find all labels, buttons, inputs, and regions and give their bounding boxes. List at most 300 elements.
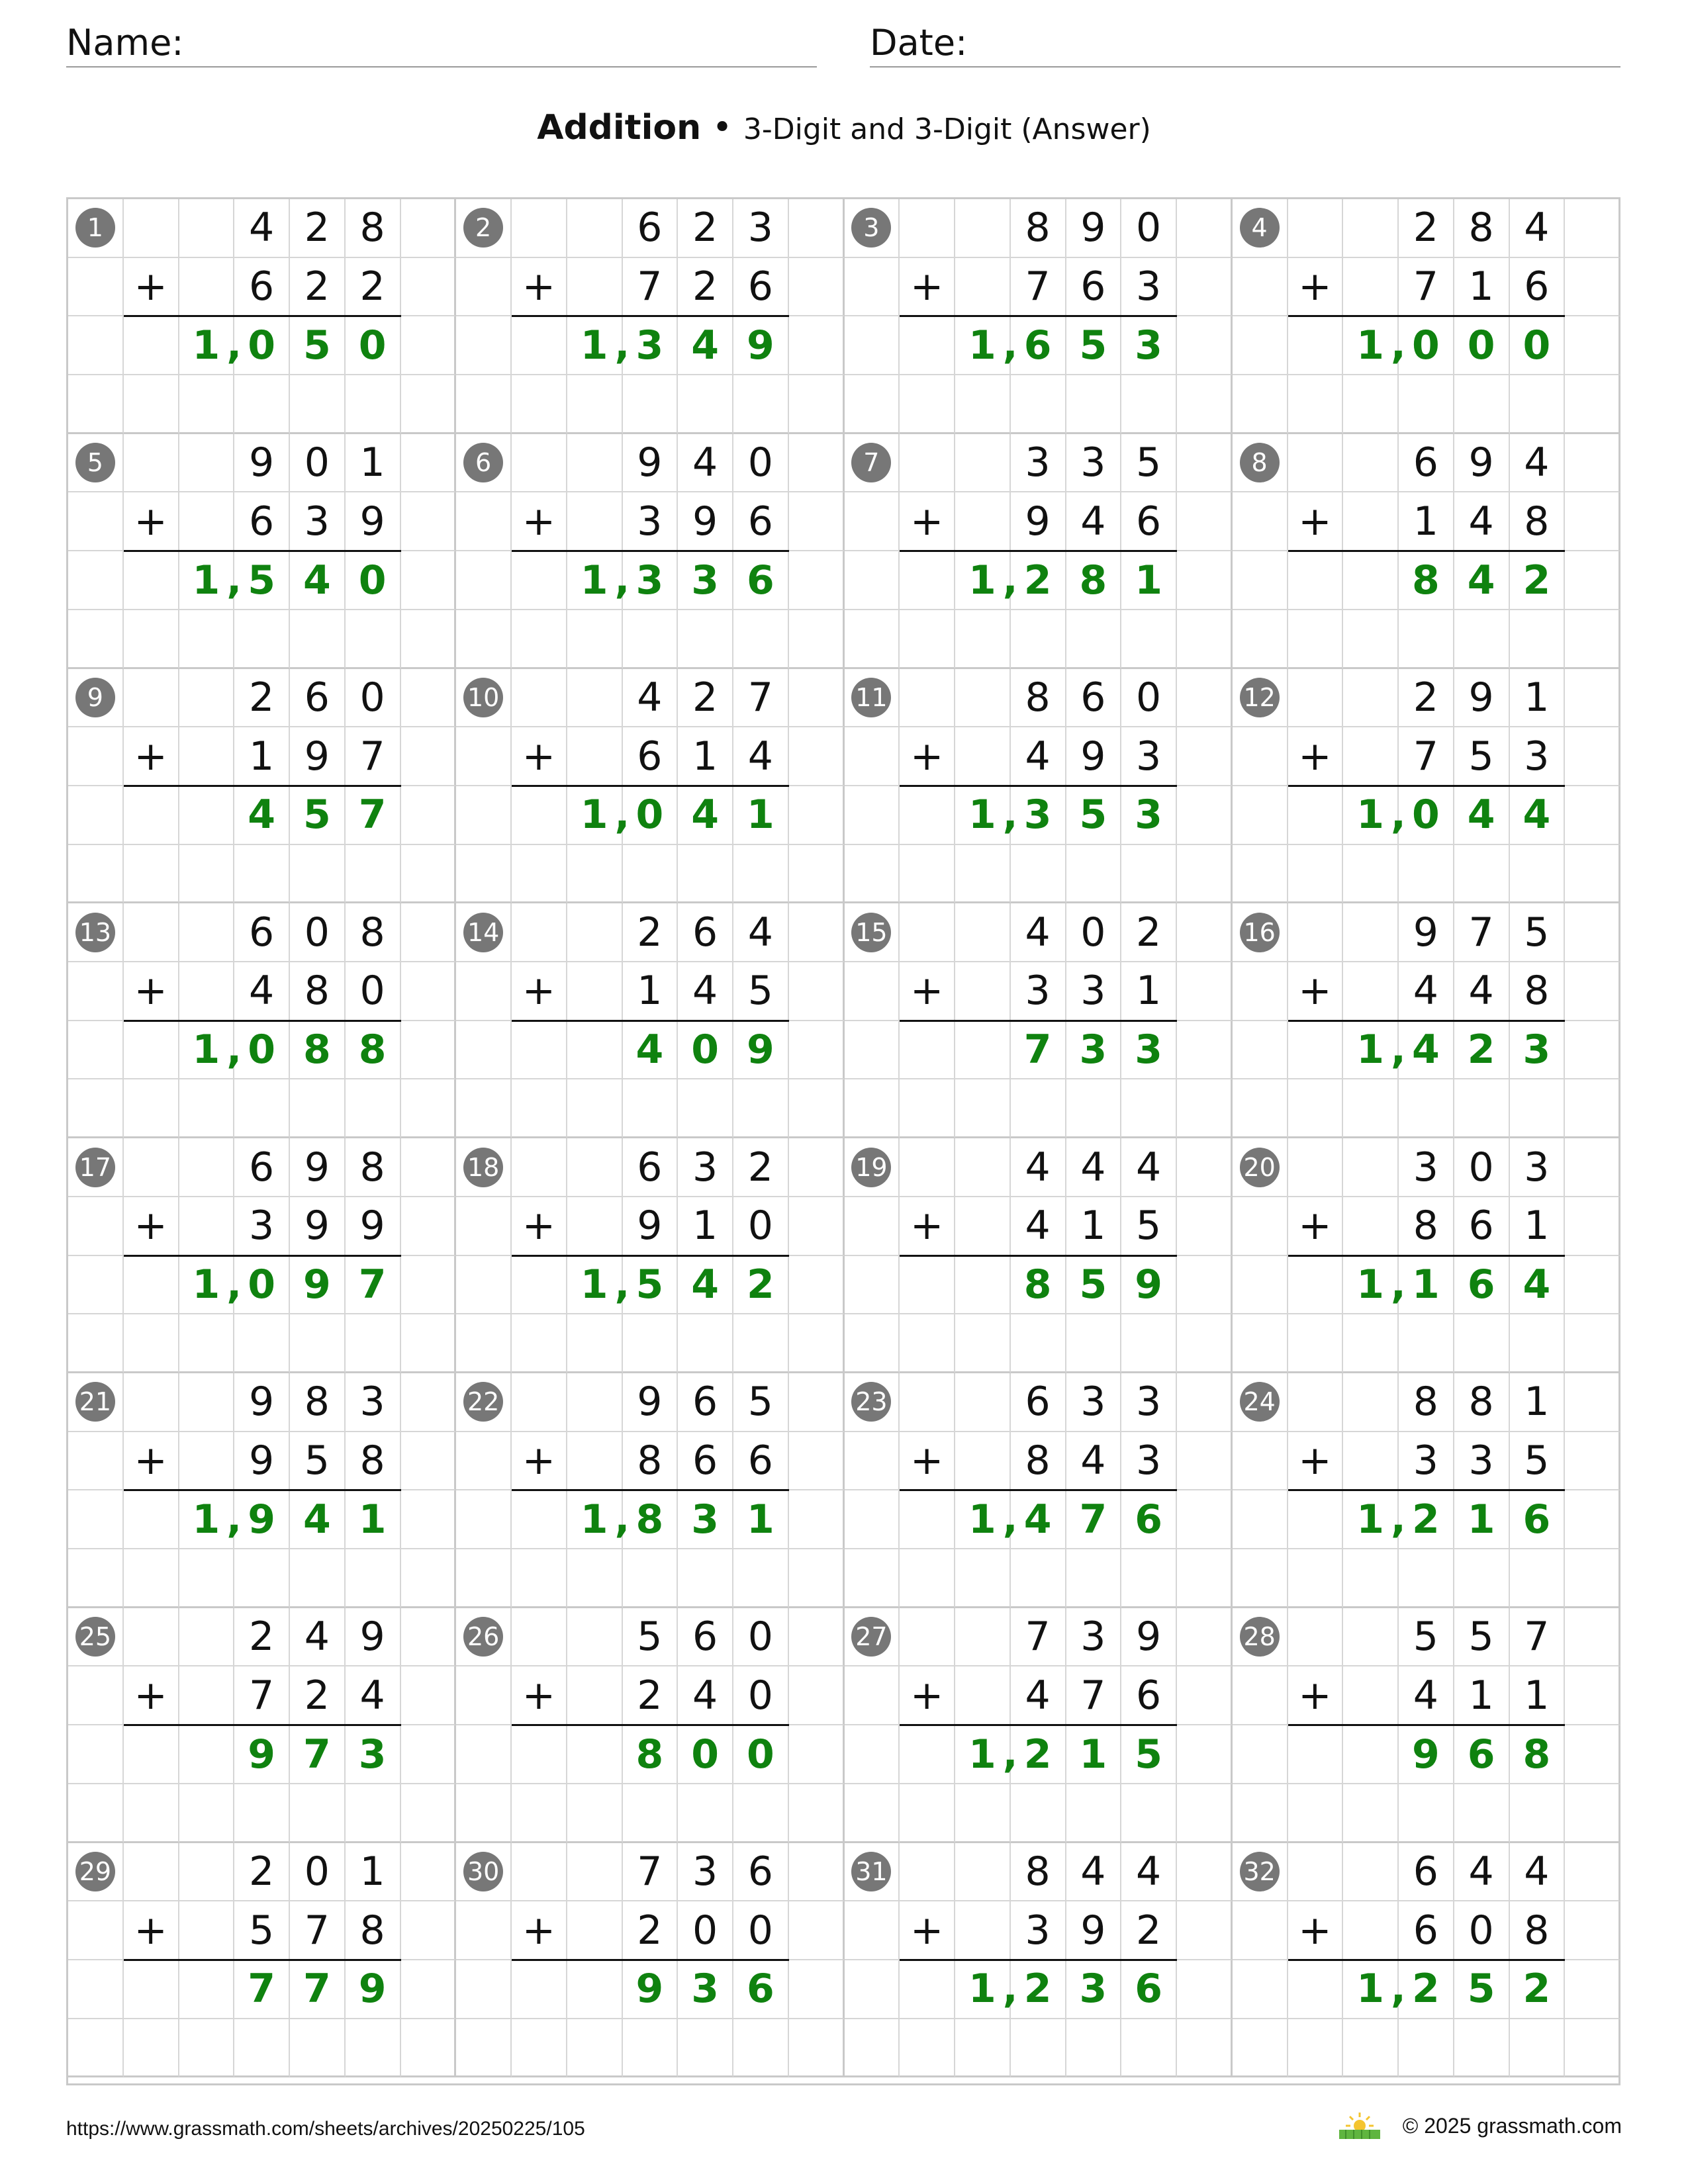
addend-top-digit: 9 xyxy=(637,439,663,486)
grid-cell xyxy=(789,2019,845,2078)
answer-digit: 9 xyxy=(1135,1261,1162,1308)
plus-operator: + xyxy=(1298,968,1332,1015)
grid-cell xyxy=(512,434,567,493)
grid-cell xyxy=(567,1079,623,1138)
grid-cell xyxy=(1011,1725,1066,1784)
grid-cell xyxy=(845,845,900,904)
grid-cell xyxy=(623,786,679,845)
grid-cell xyxy=(512,1666,567,1725)
grid-cell xyxy=(900,1666,955,1725)
grid-cell xyxy=(512,1843,567,1902)
grid-cell xyxy=(900,258,955,317)
grid-cell xyxy=(1510,199,1566,258)
grid-cell xyxy=(1565,551,1620,610)
grid-cell xyxy=(845,375,900,434)
grid-cell xyxy=(1399,610,1454,669)
addend-top-digit: 4 xyxy=(1080,1144,1106,1191)
grid-cell xyxy=(179,1314,235,1373)
grid-cell xyxy=(512,551,567,610)
grid-cell xyxy=(1399,1784,1454,1843)
grid-cell xyxy=(179,2019,235,2078)
grid-cell xyxy=(623,1432,679,1491)
addend-top-digit: 8 xyxy=(1468,205,1494,251)
grid-cell xyxy=(234,1608,290,1667)
grid-cell xyxy=(900,962,955,1021)
grid-cell xyxy=(845,199,900,258)
grid-cell xyxy=(623,375,679,434)
grid-cell xyxy=(845,903,900,962)
addend-top-digit: 7 xyxy=(747,674,773,721)
addend-bottom-digit: 3 xyxy=(1025,1907,1051,1954)
grid-cell xyxy=(678,434,733,493)
addend-top-digit: 6 xyxy=(692,1614,718,1661)
addend-bottom-digit: 0 xyxy=(359,968,385,1015)
grid-cell xyxy=(1399,1901,1454,1960)
grid-cell xyxy=(678,1960,733,2019)
grid-cell xyxy=(1343,1314,1399,1373)
grid-cell xyxy=(1066,962,1122,1021)
title-separator: • xyxy=(712,108,733,148)
grid-cell xyxy=(1454,316,1510,375)
grid-cell xyxy=(1565,669,1620,728)
grid-cell xyxy=(1288,1549,1344,1608)
grid-cell xyxy=(1454,1314,1510,1373)
addend-bottom-digit: 8 xyxy=(304,968,330,1015)
addend-bottom-digit: 7 xyxy=(304,1907,330,1954)
grid-cell xyxy=(234,258,290,317)
grid-cell xyxy=(845,1256,900,1315)
grid-cell xyxy=(1399,727,1454,786)
answer-comma: , xyxy=(226,1261,242,1308)
grid-cell xyxy=(900,1373,955,1432)
grid-cell xyxy=(1510,1079,1566,1138)
grid-cell xyxy=(512,258,567,317)
grid-cell xyxy=(124,551,179,610)
sum-line xyxy=(1288,1959,1566,1961)
problem-block xyxy=(1233,199,1620,434)
grid-cell xyxy=(1454,669,1510,728)
answer-comma: , xyxy=(1002,1965,1018,2012)
answer-comma: , xyxy=(1002,791,1018,838)
answer-digit: 7 xyxy=(248,1966,275,2013)
sum-line xyxy=(900,1255,1177,1257)
grid-cell xyxy=(1177,258,1233,317)
grid-cell xyxy=(1233,1666,1288,1725)
answer-digit: 5 xyxy=(303,792,331,839)
grid-cell xyxy=(512,1608,567,1667)
grid-cell xyxy=(900,1197,955,1256)
problem-block xyxy=(68,1843,456,2078)
grid-cell xyxy=(623,1725,679,1784)
answer-digit: 1 xyxy=(968,1496,996,1543)
grid-cell xyxy=(1177,1666,1233,1725)
answer-digit: 6 xyxy=(1467,1731,1495,1778)
grid-cell xyxy=(678,1490,733,1549)
addend-bottom-digit: 3 xyxy=(249,1203,275,1250)
grid-cell xyxy=(1510,1725,1566,1784)
addend-top-digit: 9 xyxy=(1468,674,1494,721)
addend-bottom-digit: 0 xyxy=(747,1907,773,1954)
grid-cell xyxy=(1066,1725,1122,1784)
addend-top-digit: 6 xyxy=(249,1144,275,1191)
grid-cell xyxy=(623,1549,679,1608)
grid-cell xyxy=(733,1138,789,1197)
addend-top-digit: 6 xyxy=(747,1848,773,1895)
grid-cell xyxy=(346,962,401,1021)
grid-cell xyxy=(1399,199,1454,258)
grid-cell xyxy=(845,551,900,610)
addend-bottom-digit: 8 xyxy=(1025,1437,1051,1484)
grid-cell xyxy=(401,551,457,610)
grid-cell xyxy=(346,1373,401,1432)
grid-cell xyxy=(1399,1666,1454,1725)
date-field-line[interactable] xyxy=(870,66,1620,68)
grid-cell xyxy=(1011,669,1066,728)
grid-cell xyxy=(1454,492,1510,551)
grid-cell xyxy=(1121,1666,1177,1725)
grid-cell xyxy=(623,1138,679,1197)
grid-cell xyxy=(290,316,346,375)
addend-top-digit: 2 xyxy=(692,674,718,721)
grid-cell xyxy=(789,1960,845,2019)
grid-cell xyxy=(845,1960,900,2019)
answer-digit: 0 xyxy=(635,792,664,839)
grid-cell xyxy=(789,727,845,786)
grid-cell xyxy=(124,845,179,904)
grid-cell xyxy=(1343,727,1399,786)
grid-cell xyxy=(567,1843,623,1902)
answer-digit: 1 xyxy=(580,1496,608,1543)
grid-cell xyxy=(1454,1901,1510,1960)
answer-digit: 0 xyxy=(691,1731,719,1778)
grid-cell xyxy=(789,434,845,493)
grid-cell xyxy=(845,1901,900,1960)
grid-cell xyxy=(567,1138,623,1197)
problem-number-badge: 6 xyxy=(463,443,503,482)
addend-bottom-digit: 3 xyxy=(1136,733,1162,780)
grid-cell xyxy=(1510,903,1566,962)
grid-cell xyxy=(512,199,567,258)
sum-line xyxy=(512,1255,789,1257)
grid-cell xyxy=(733,434,789,493)
name-field-line[interactable] xyxy=(66,66,817,68)
answer-digit: 1 xyxy=(968,1731,996,1778)
answer-comma: , xyxy=(1002,1496,1018,1543)
grid-cell xyxy=(1288,375,1344,434)
grid-cell xyxy=(290,1549,346,1608)
grid-cell xyxy=(900,610,955,669)
grid-cell xyxy=(1288,1197,1344,1256)
grid-cell xyxy=(1121,1432,1177,1491)
answer-comma: , xyxy=(614,1261,630,1308)
grid-cell xyxy=(456,1314,512,1373)
grid-cell xyxy=(1011,727,1066,786)
grid-cell xyxy=(1510,669,1566,728)
addend-bottom-digit: 4 xyxy=(1080,498,1106,545)
grid-cell xyxy=(68,1666,124,1725)
answer-digit: 8 xyxy=(1023,1261,1052,1308)
grid-cell xyxy=(789,1021,845,1080)
grid-cell xyxy=(1066,1608,1122,1667)
grid-cell xyxy=(1121,1490,1177,1549)
grid-cell xyxy=(789,962,845,1021)
grid-cell xyxy=(955,1373,1011,1432)
grid-cell xyxy=(1510,1138,1566,1197)
addend-top-digit: 4 xyxy=(1524,439,1550,486)
grid-cell xyxy=(900,1608,955,1667)
grid-cell xyxy=(900,434,955,493)
grid-cell xyxy=(733,375,789,434)
grid-cell xyxy=(234,551,290,610)
grid-cell xyxy=(1233,1197,1288,1256)
grid-cell xyxy=(124,1138,179,1197)
grid-cell xyxy=(1121,786,1177,845)
grid-cell xyxy=(623,1079,679,1138)
grid-cell xyxy=(401,1960,457,2019)
grid-cell xyxy=(1343,610,1399,669)
plus-operator: + xyxy=(910,968,944,1015)
answer-digit: 4 xyxy=(303,557,331,604)
addend-top-digit: 4 xyxy=(637,674,663,721)
grid-cell xyxy=(179,786,235,845)
grid-cell xyxy=(290,1373,346,1432)
grid-cell xyxy=(733,845,789,904)
grid-cell xyxy=(845,610,900,669)
plus-operator: + xyxy=(1298,1437,1332,1484)
answer-digit: 3 xyxy=(1079,1026,1107,1073)
addend-bottom-digit: 9 xyxy=(1025,498,1051,545)
grid-cell xyxy=(955,1021,1011,1080)
grid-cell xyxy=(1343,962,1399,1021)
grid-cell xyxy=(1121,1725,1177,1784)
problem-grid xyxy=(66,197,1620,2085)
grid-cell xyxy=(1565,199,1620,258)
grid-cell xyxy=(124,962,179,1021)
answer-digit: 0 xyxy=(248,1026,275,1073)
grid-cell xyxy=(179,1549,235,1608)
grid-cell xyxy=(1066,903,1122,962)
grid-cell xyxy=(567,903,623,962)
grid-cell xyxy=(1565,1021,1620,1080)
grid-cell xyxy=(1177,1197,1233,1256)
grid-cell xyxy=(789,199,845,258)
grid-cell xyxy=(512,1549,567,1608)
grid-cell xyxy=(512,316,567,375)
grid-cell xyxy=(1399,316,1454,375)
grid-cell xyxy=(124,727,179,786)
grid-cell xyxy=(623,2019,679,2078)
addend-top-digit: 2 xyxy=(1136,909,1162,956)
grid-cell xyxy=(623,316,679,375)
grid-cell xyxy=(678,1608,733,1667)
addend-bottom-digit: 6 xyxy=(1413,1907,1438,1954)
grid-cell xyxy=(1233,1138,1288,1197)
grid-cell xyxy=(955,669,1011,728)
grid-cell xyxy=(1288,258,1344,317)
grid-cell xyxy=(456,962,512,1021)
grid-cell xyxy=(124,1432,179,1491)
answer-digit: 3 xyxy=(635,322,664,369)
grid-cell xyxy=(1066,1666,1122,1725)
answer-comma: , xyxy=(614,791,630,838)
grid-cell xyxy=(567,258,623,317)
answer-digit: 2 xyxy=(1467,1026,1495,1073)
addend-top-digit: 2 xyxy=(249,674,275,721)
answer-digit: 1 xyxy=(192,1026,220,1073)
addend-top-digit: 8 xyxy=(1468,1379,1494,1426)
problem-block xyxy=(1233,434,1620,669)
grid-cell xyxy=(1121,1784,1177,1843)
addend-bottom-digit: 0 xyxy=(747,1203,773,1250)
grid-cell xyxy=(845,1784,900,1843)
grid-cell xyxy=(733,786,789,845)
addend-bottom-digit: 6 xyxy=(747,263,773,310)
grid-cell xyxy=(955,492,1011,551)
answer-digit: 4 xyxy=(303,1496,331,1543)
grid-cell xyxy=(567,1608,623,1667)
grid-cell xyxy=(567,199,623,258)
answer-digit: 4 xyxy=(1467,557,1495,604)
addend-bottom-digit: 3 xyxy=(637,498,663,545)
addend-top-digit: 2 xyxy=(1413,674,1438,721)
addend-top-digit: 5 xyxy=(1413,1614,1438,1661)
problem-block xyxy=(1233,1843,1620,2078)
problem-block xyxy=(456,434,844,669)
grid-cell xyxy=(1177,316,1233,375)
answer-digit: 1 xyxy=(1356,1026,1384,1073)
grid-cell xyxy=(678,199,733,258)
grid-cell xyxy=(1288,1666,1344,1725)
grid-cell xyxy=(346,845,401,904)
grid-cell xyxy=(1454,962,1510,1021)
grid-cell xyxy=(290,1608,346,1667)
grid-cell xyxy=(179,1608,235,1667)
grid-cell xyxy=(567,962,623,1021)
grid-cell xyxy=(1066,1901,1122,1960)
addend-bottom-digit: 2 xyxy=(637,1672,663,1719)
grid-cell xyxy=(1121,962,1177,1021)
grid-cell xyxy=(1233,1079,1288,1138)
grid-cell xyxy=(456,375,512,434)
grid-cell xyxy=(1177,727,1233,786)
addend-top-digit: 4 xyxy=(747,909,773,956)
grid-cell xyxy=(68,199,124,258)
grid-cell xyxy=(179,258,235,317)
grid-cell xyxy=(124,199,179,258)
answer-digit: 8 xyxy=(635,1496,664,1543)
grid-cell xyxy=(789,316,845,375)
grid-cell xyxy=(1343,1549,1399,1608)
grid-cell xyxy=(290,199,346,258)
plus-operator: + xyxy=(1298,1203,1332,1250)
addend-top-digit: 9 xyxy=(1413,909,1438,956)
grid-cell xyxy=(1233,199,1288,258)
grid-cell xyxy=(124,610,179,669)
grid-cell xyxy=(1343,551,1399,610)
addend-bottom-digit: 8 xyxy=(359,1907,385,1954)
grid-cell xyxy=(1011,1256,1066,1315)
grid-cell xyxy=(678,962,733,1021)
grid-cell xyxy=(512,1725,567,1784)
grid-cell xyxy=(1343,1432,1399,1491)
addend-bottom-digit: 1 xyxy=(1524,1672,1550,1719)
grid-cell xyxy=(789,1725,845,1784)
addend-top-digit: 4 xyxy=(249,205,275,251)
grid-cell xyxy=(1121,199,1177,258)
name-label: Name: xyxy=(66,22,184,64)
grid-cell xyxy=(1011,845,1066,904)
footer-url[interactable]: https://www.grassmath.com/sheets/archives/20250225/105 xyxy=(66,2118,585,2140)
grid-cell xyxy=(1177,1725,1233,1784)
grid-cell xyxy=(124,1490,179,1549)
grid-cell xyxy=(1066,492,1122,551)
addend-top-digit: 4 xyxy=(1136,1144,1162,1191)
grid-cell xyxy=(1177,1549,1233,1608)
grid-cell xyxy=(234,1138,290,1197)
grid-cell xyxy=(290,1960,346,2019)
addend-bottom-digit: 4 xyxy=(1025,1672,1051,1719)
grid-cell xyxy=(845,492,900,551)
grid-cell xyxy=(1343,1079,1399,1138)
grid-cell xyxy=(1288,316,1344,375)
grid-cell xyxy=(179,903,235,962)
grid-cell xyxy=(124,1079,179,1138)
grid-cell xyxy=(955,962,1011,1021)
grid-cell xyxy=(1454,786,1510,845)
grid-cell xyxy=(1343,258,1399,317)
grid-cell xyxy=(1510,316,1566,375)
addend-bottom-digit: 3 xyxy=(1136,1437,1162,1484)
addend-top-digit: 9 xyxy=(637,1379,663,1426)
answer-digit: 7 xyxy=(1079,1496,1107,1543)
answer-digit: 4 xyxy=(1412,1026,1440,1073)
addend-bottom-digit: 8 xyxy=(1413,1203,1438,1250)
grid-cell xyxy=(456,1666,512,1725)
grid-cell xyxy=(68,2019,124,2078)
grid-cell xyxy=(900,1138,955,1197)
grid-cell xyxy=(789,1843,845,1902)
grid-cell xyxy=(234,669,290,728)
grid-cell xyxy=(401,903,457,962)
grid-cell xyxy=(512,2019,567,2078)
grid-cell xyxy=(678,1549,733,1608)
grid-cell xyxy=(900,375,955,434)
grid-cell xyxy=(733,1960,789,2019)
grid-cell xyxy=(1121,1079,1177,1138)
grid-cell xyxy=(1066,1079,1122,1138)
answer-digit: 1 xyxy=(968,322,996,369)
grid-cell xyxy=(845,2019,900,2078)
grid-cell xyxy=(845,1725,900,1784)
sum-line xyxy=(512,315,789,317)
grid-cell xyxy=(346,1256,401,1315)
grid-cell xyxy=(68,492,124,551)
grid-cell xyxy=(567,610,623,669)
grid-cell xyxy=(1399,258,1454,317)
grid-cell xyxy=(1454,1256,1510,1315)
grid-cell xyxy=(900,669,955,728)
addend-top-digit: 2 xyxy=(637,909,663,956)
addend-bottom-digit: 9 xyxy=(359,1203,385,1250)
grid-cell xyxy=(1399,669,1454,728)
plus-operator: + xyxy=(910,263,944,310)
grid-cell xyxy=(1288,727,1344,786)
grid-cell xyxy=(733,551,789,610)
answer-digit: 2 xyxy=(1023,1966,1052,2013)
grid-cell xyxy=(68,434,124,493)
plus-operator: + xyxy=(1298,263,1332,310)
grid-cell xyxy=(789,1549,845,1608)
